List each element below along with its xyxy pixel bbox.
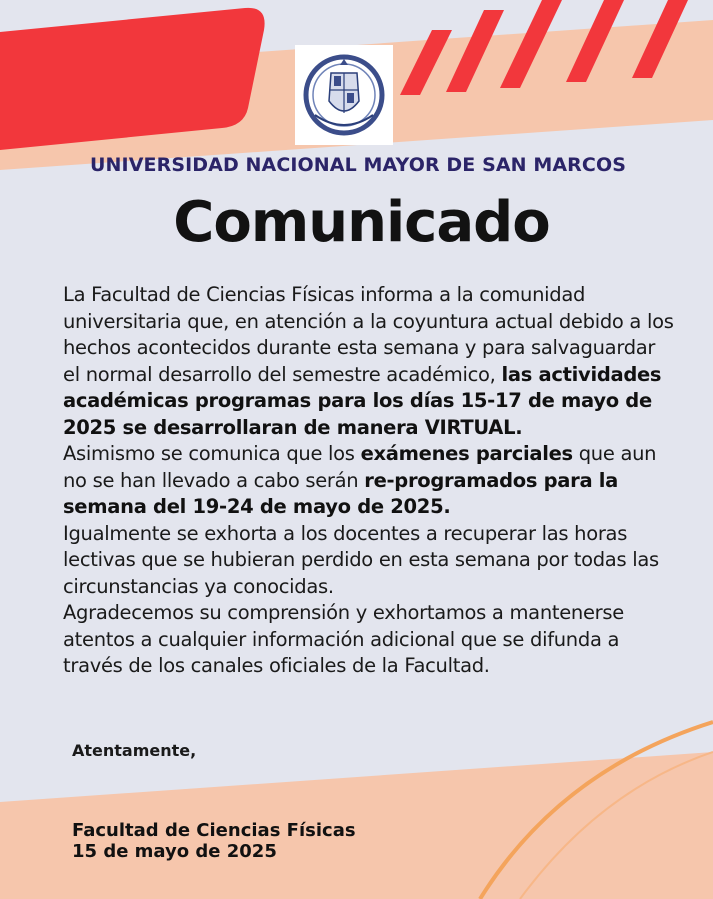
paragraph-2-part2: que aun no se han llevado a cabo serán bbox=[63, 442, 657, 492]
paragraph-3: Igualmente se exhorta a los docentes a recuperar las horas lectivas que se hubieran perdido en esta semana por todas las circunstancias ya conocidas. bbox=[63, 521, 659, 598]
university-logo bbox=[295, 45, 393, 145]
paragraph-2-part1: Asimismo se comunica que los bbox=[63, 442, 361, 465]
paragraph-1-intro: La Facultad de Ciencias Físicas informa a la comunidad universitaria que, en atención a la coyuntura actual debido a los hechos acontecidos durante esta semana y para salvaguardar el normal desarrollo del semestre académico, bbox=[63, 283, 674, 386]
communique-body bbox=[63, 282, 675, 680]
signature-date: 15 de mayo de 2025 bbox=[72, 841, 277, 862]
paragraph-2-bold1: exámenes parciales bbox=[360, 442, 573, 465]
paragraph-4: Agradecemos su comprensión y exhortamos a mantenerse atentos a cualquier información adicional que se difunda a través de los canales oficiales de la Facultad. bbox=[63, 601, 624, 677]
paragraph-1-bold: las actividades académicas programas para los días 15-17 de mayo de 2025 se desarrollaran de manera VIRTUAL. bbox=[63, 362, 662, 439]
closing-salutation: Atentamente, bbox=[72, 741, 197, 760]
paragraph-1 bbox=[63, 282, 675, 441]
signature-faculty: Facultad de Ciencias Físicas bbox=[72, 820, 356, 841]
page-title: Comunicado bbox=[173, 190, 550, 255]
paragraph-2-bold2: re-programados para la semana del 19-24 de mayo de 2025. bbox=[63, 468, 619, 518]
signature-block bbox=[72, 820, 356, 862]
university-seal-icon bbox=[295, 45, 393, 145]
university-name: UNIVERSIDAD NACIONAL MAYOR DE SAN MARCOS bbox=[90, 154, 626, 176]
paragraph-2 bbox=[63, 441, 675, 521]
